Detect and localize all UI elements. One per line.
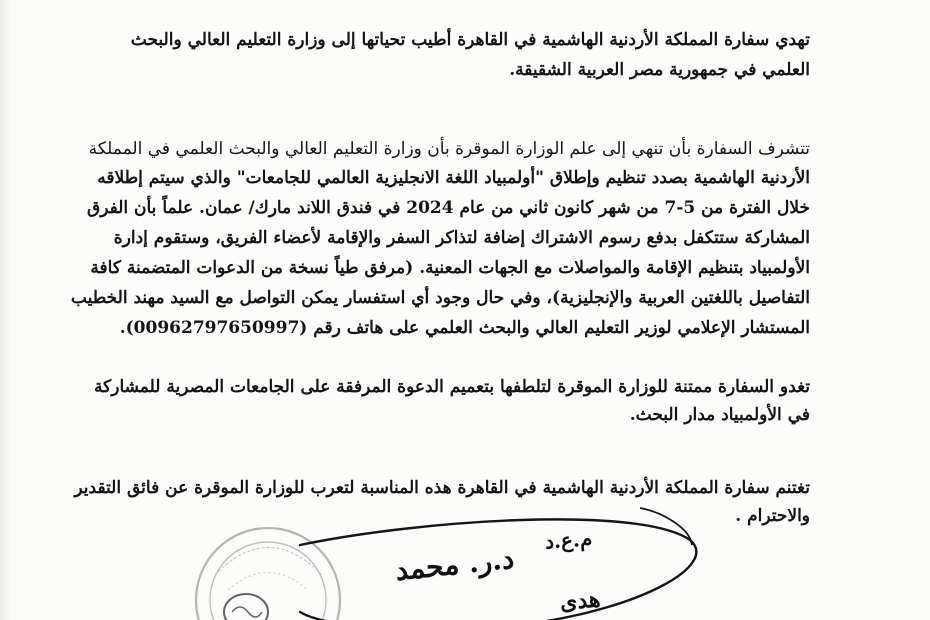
request-line-2: في الأولمبياد مدار البحث.: [629, 405, 810, 425]
signature-line-2: هدى: [558, 586, 602, 616]
signature-initials: م.ع.د: [544, 526, 593, 554]
small-seal-icon: [224, 594, 268, 620]
body-line-7: المستشار الإعلامي لوزير التعليم العالي والبحث العلمي على هاتف رقم (00962797650997).: [119, 318, 810, 338]
body-line-5: الأولمبياد بتنظيم الإقامة والمواصلات مع الجهات المعنية. (مرفق طياً نسخة من الدعوات المتضمنة كافة: [90, 258, 810, 278]
body-line-3: خلال الفترة من 5-7 من شهر كانون ثاني من عام 2024 في فندق اللاند مارك/ عمان. علماً بأن الفرق: [87, 198, 810, 218]
opening-line-2: العلمي في جمهورية مصر العربية الشقيقة.: [509, 60, 810, 80]
closing-line-2: والاحترام .: [735, 506, 810, 526]
request-line-1: تغدو السفارة ممتنة للوزارة الموقرة لتلطفها بتعميم الدعوة المرفقة على الجامعات المصرية للمشاركة: [94, 377, 810, 397]
signature-line-1: د.ر. محمد: [393, 541, 516, 588]
body-line-6: التفاصيل باللغتين العربية والإنجليزية)، وفي حال وجود أي استفسار يمكن التواصل مع السيد مهند الخطيب: [70, 288, 810, 308]
body-line-1: تتشرف السفارة بأن تنهي إلى علم الوزارة الموقرة بأن وزارة التعليم العالي والبحث العلمي في المملكة: [88, 139, 810, 159]
body-line-2: الأردنية الهاشمية بصدد تنظيم وإطلاق "أولمبياد اللغة الانجليزية العالمي للجامعات" والذي سيتم إطلاقه: [97, 168, 810, 188]
opening-line-1: تهدي سفارة المملكة الأردنية الهاشمية في القاهرة أطيب تحياتها إلى وزارة التعليم العالي والبحث: [130, 30, 810, 50]
closing-line-1: تغتنم سفارة المملكة الأردنية الهاشمية في القاهرة هذه المناسبة لتعرب للوزارة الموقرة عن فائق التقدير: [74, 478, 810, 498]
body-line-4: المشاركة ستتكفل بدفع رسوم الاشتراك إضافة لتذاكر السفر والإقامة لأعضاء الفريق، وستقوم إدارة: [113, 228, 810, 248]
